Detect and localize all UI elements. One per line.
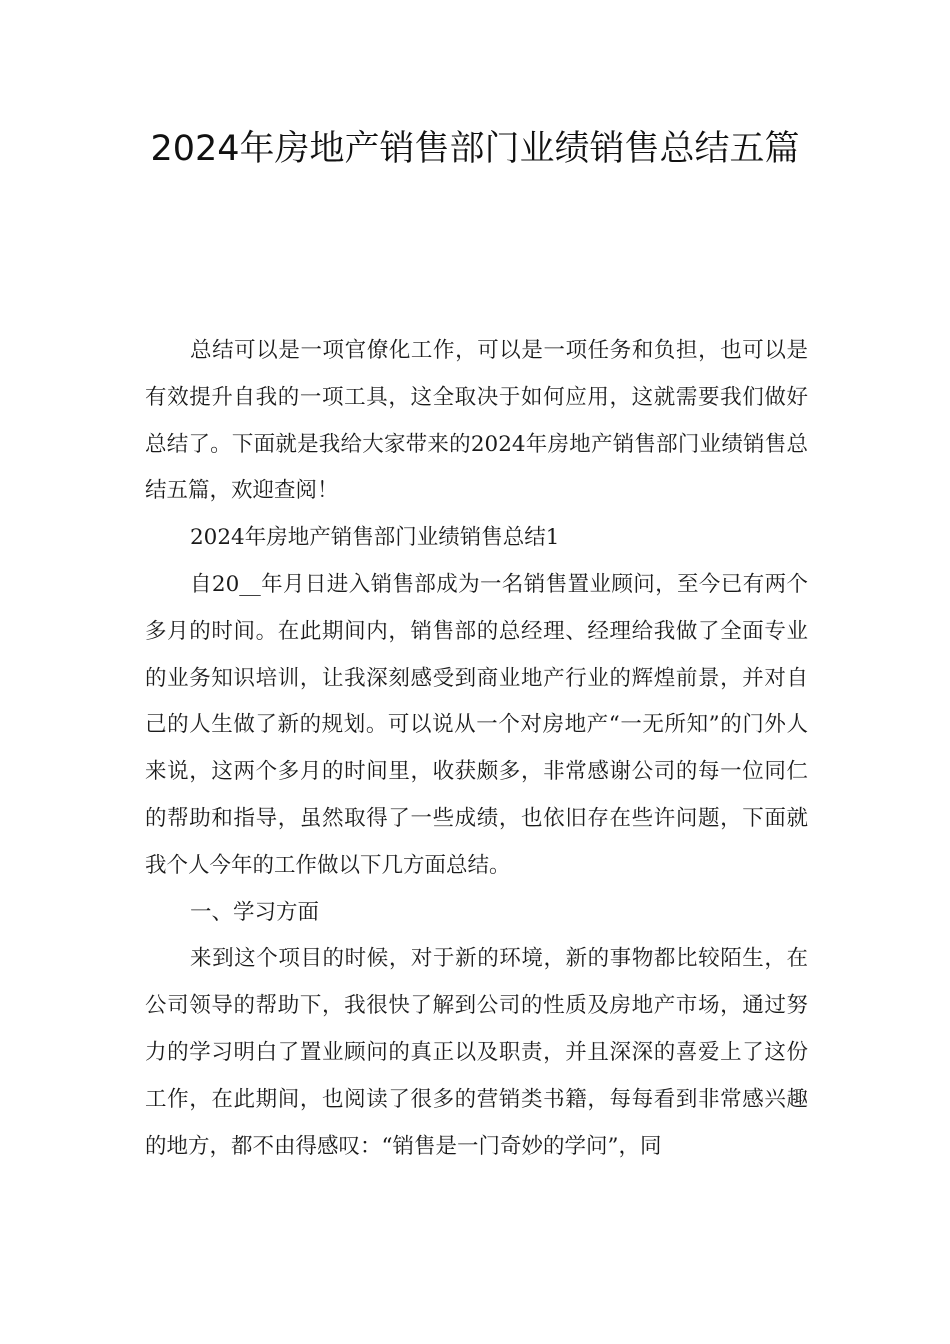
- intro-paragraph: 总结可以是一项官僚化工作，可以是一项任务和负担，也可以是有效提升自我的一项工具，这全取决于如何应用，这就需要我们做好总结了。下面就是我给大家带来的2024年房地产销售部门业绩销售总结五篇，欢迎查阅！: [145, 338, 808, 504]
- body-paragraph: 来到这个项目的时候，对于新的环境，新的事物都比较陌生，在公司领导的帮助下，我很快了解到公司的性质及房地产市场，通过努力的学习明白了置业顾问的真正以及职责，并且深深的喜爱上了这份工作，在此期间，也阅读了很多的营销类书籍，每每看到非常感兴趣的地方，都不由得感叹：“销售是一门奇妙的学问”，同: [145, 946, 808, 1159]
- body-paragraph: 自20__年月日进入销售部成为一名销售置业顾问，至今已有两个多月的时间。在此期间内，销售部的总经理、经理给我做了全面专业的业务知识培训，让我深刻感受到商业地产行业的辉煌前景，并对自己的人生做了新的规划。可以说从一个对房地产“一无所知”的门外人来说，这两个多月的时间里，收获颇多，非常感谢公司的每一位同仁的帮助和指导，虽然取得了一些成绩，也依旧存在些许问题，下面就我个人今年的工作做以下几方面总结。: [145, 571, 808, 878]
- document-title: 2024年房地产销售部门业绩销售总结五篇: [150, 129, 800, 169]
- document-body: [145, 328, 808, 1170]
- section-heading-summary-1: 2024年房地产销售部门业绩销售总结1: [190, 525, 560, 551]
- section-heading-learning: 一、学习方面: [190, 899, 320, 925]
